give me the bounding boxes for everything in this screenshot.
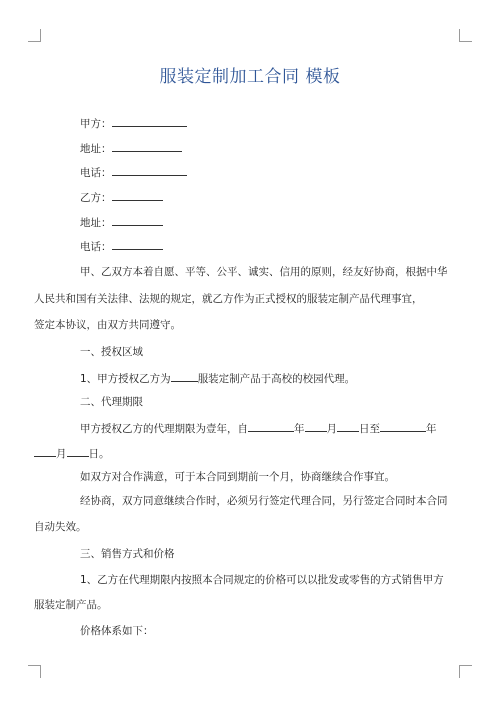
party-a-address-blank[interactable] xyxy=(112,140,182,152)
crop-mark-bottom-right xyxy=(459,665,472,678)
end-day-blank[interactable] xyxy=(67,445,89,457)
end-month-blank[interactable] xyxy=(34,445,56,457)
start-month-label: 月 xyxy=(326,423,337,435)
party-a-blank[interactable] xyxy=(112,115,187,127)
section-1-brand-blank[interactable] xyxy=(171,370,198,382)
party-b-label: 乙方： xyxy=(80,192,112,204)
start-year-blank[interactable] xyxy=(248,420,294,432)
party-b-phone-label: 电话： xyxy=(80,241,112,253)
party-a-label: 甲方： xyxy=(80,118,112,130)
period-line-1 xyxy=(80,420,437,436)
preamble-line-3: 签定本协议，由双方共同遵守。 xyxy=(34,319,181,331)
preamble-line-1: 甲、乙双方本着自愿、平等、公平、诚实、信用的原则，经友好协商，根据中华 xyxy=(80,266,448,278)
section-1-item-1-prefix: 1、甲方授权乙方为 xyxy=(80,373,171,385)
section-3-item-1-line-2: 服装定制产品。 xyxy=(34,599,108,611)
start-day-label: 日至 xyxy=(359,423,380,435)
party-a-phone-line xyxy=(80,164,187,180)
start-month-blank[interactable] xyxy=(305,420,327,432)
consult-line-2: 自动失效。 xyxy=(34,521,87,533)
renew-paragraph: 如双方对合作满意，可于本合同到期前一个月，协商继续合作事宜。 xyxy=(80,471,395,483)
end-day-label: 日。 xyxy=(88,448,110,460)
period-text: 甲方授权乙方的代理期限为壹年，自 xyxy=(80,423,248,435)
section-3-heading: 三、销售方式和价格 xyxy=(80,548,175,560)
section-1-item-1-suffix: 服装定制产品于高校的校园代理。 xyxy=(197,373,356,385)
section-2-heading: 二、代理期限 xyxy=(80,396,143,408)
crop-mark-bottom-left xyxy=(28,665,41,678)
price-system-label: 价格体系如下： xyxy=(80,625,154,637)
party-a-address-label: 地址： xyxy=(80,143,112,155)
party-b-address-line xyxy=(80,214,163,230)
party-a-phone-label: 电话： xyxy=(80,167,112,179)
document-title: 服装定制加工合同 模板 xyxy=(159,67,341,87)
period-line-2 xyxy=(34,445,110,461)
section-3-item-1-line-1: 1、乙方在代理期限内按照本合同规定的价格可以以批发或零售的方式销售甲方 xyxy=(80,574,444,586)
party-b-blank[interactable] xyxy=(112,189,163,201)
start-day-blank[interactable] xyxy=(337,420,359,432)
party-b-address-blank[interactable] xyxy=(112,214,163,226)
section-1-item-1 xyxy=(80,370,355,386)
party-a-address-line xyxy=(80,140,182,156)
preamble-line-2: 人民共和国有关法律、法规的规定，就乙方作为正式授权的服装定制产品代理事宜， xyxy=(34,293,423,305)
end-month-label: 月 xyxy=(56,448,67,460)
end-year-label: 年 xyxy=(426,423,437,435)
end-year-blank[interactable] xyxy=(380,420,426,432)
consult-line-1: 经协商，双方同意继续合作时，必须另行签定代理合同，另行签定合同时本合同 xyxy=(80,495,448,507)
crop-mark-top-right xyxy=(459,29,472,42)
party-b-phone-line xyxy=(80,238,163,254)
party-a-line xyxy=(80,115,187,131)
crop-mark-top-left xyxy=(28,29,41,42)
party-b-address-label: 地址： xyxy=(80,217,112,229)
party-b-line xyxy=(80,189,163,205)
section-1-heading: 一、授权区域 xyxy=(80,346,143,358)
party-b-phone-blank[interactable] xyxy=(112,238,163,250)
party-a-phone-blank[interactable] xyxy=(112,164,187,176)
start-year-label: 年 xyxy=(294,423,305,435)
